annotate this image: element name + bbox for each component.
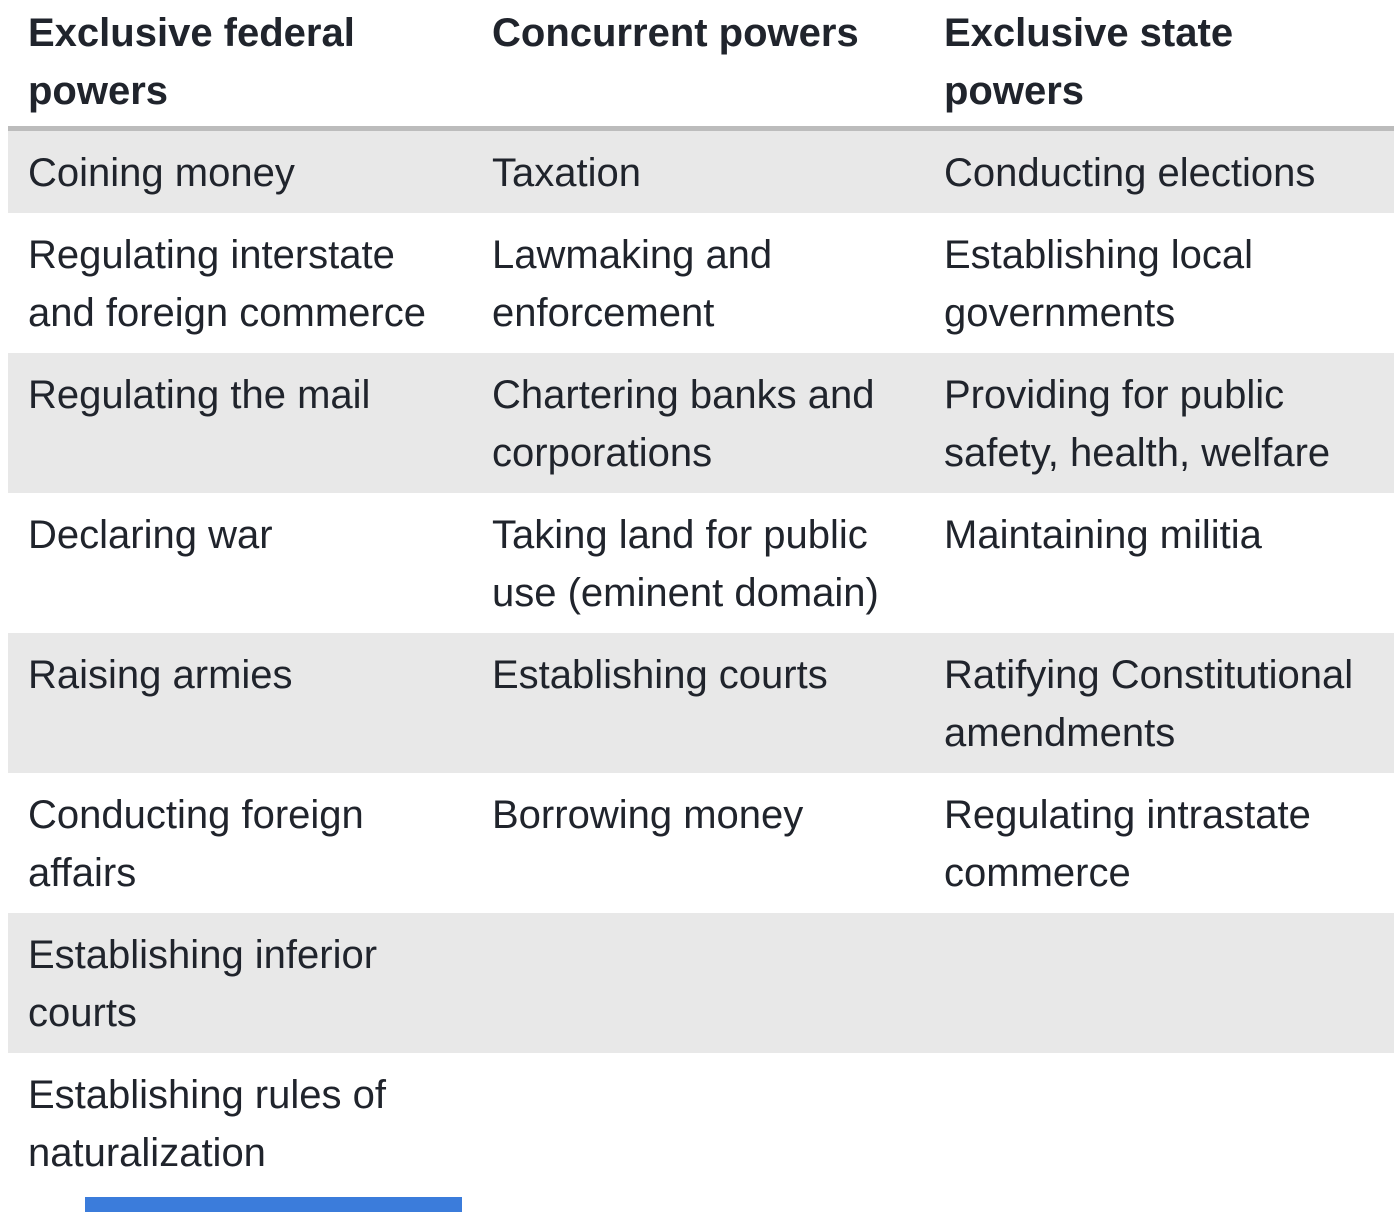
- cell: Declaring war: [28, 513, 273, 557]
- cell: Establishing courts: [492, 653, 828, 697]
- table-row: [8, 353, 1394, 493]
- cell: [464, 913, 916, 1053]
- powers-table: [8, 0, 1394, 1193]
- cell: Coining money: [28, 151, 295, 195]
- column-header-exclusive-state-powers: Exclusive state powers: [944, 11, 1234, 113]
- cell: Providing for public safety, health, welfare: [944, 373, 1331, 475]
- cell: Establishing local governments: [944, 233, 1254, 335]
- cell: Establishing rules of naturalization: [28, 1073, 386, 1175]
- column-header-exclusive-federal-powers: Exclusive federal powers: [28, 11, 355, 113]
- cell: Taxation: [492, 151, 641, 195]
- cell: Conducting foreign affairs: [28, 793, 364, 895]
- cell: Borrowing money: [492, 793, 804, 837]
- cell: Maintaining militia: [944, 513, 1262, 557]
- cell: Ratifying Constitutional amendments: [944, 653, 1354, 755]
- table-row: [8, 913, 1394, 1053]
- cell: Chartering banks and corporations: [492, 373, 875, 475]
- cell: Regulating intrastate commerce: [944, 793, 1311, 895]
- table-body: [8, 129, 1394, 1194]
- cell: Regulating interstate and foreign commerce: [28, 233, 426, 335]
- cell: Taking land for public use (eminent domain): [492, 513, 879, 615]
- header-row: [8, 0, 1394, 129]
- cell: [916, 913, 1394, 1053]
- table-row: [8, 1053, 1394, 1193]
- cell: [464, 1053, 916, 1193]
- cell: Establishing inferior courts: [28, 933, 378, 1035]
- bottom-accent-bar: [85, 1197, 462, 1212]
- cell: Raising armies: [28, 653, 293, 697]
- table-row: [8, 213, 1394, 353]
- cell: Lawmaking and enforcement: [492, 233, 773, 335]
- table-row: [8, 493, 1394, 633]
- table-row: [8, 773, 1394, 913]
- cell: Conducting elections: [944, 151, 1316, 195]
- table-header: [8, 0, 1394, 129]
- table-row: [8, 633, 1394, 773]
- cell: [916, 1053, 1394, 1193]
- cell: Regulating the mail: [28, 373, 371, 417]
- column-header-concurrent-powers: Concurrent powers: [492, 11, 859, 55]
- table-row: [8, 129, 1394, 214]
